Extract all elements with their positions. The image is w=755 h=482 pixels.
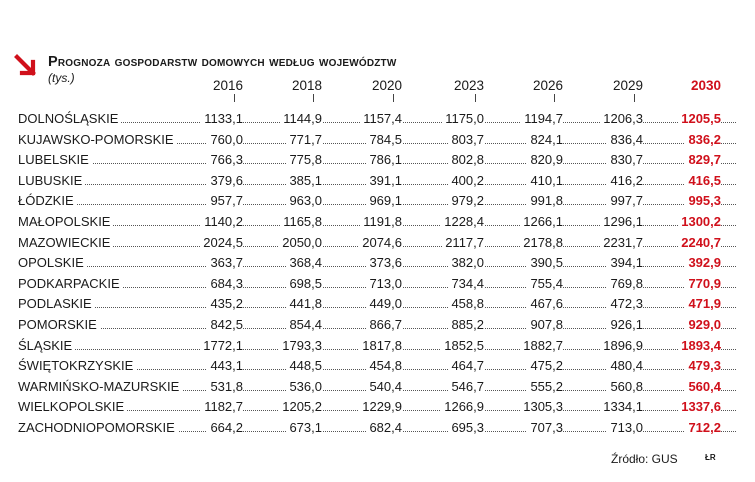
value-text: 394,1 <box>607 255 643 270</box>
value-cell-2026 <box>493 397 563 418</box>
value-cell-2016 <box>173 377 243 398</box>
value-cell-2018 <box>252 253 322 274</box>
value-text: 373,6 <box>366 255 402 270</box>
table-row <box>18 191 738 212</box>
value-cell-2016 <box>173 109 243 130</box>
value-text: 443,1 <box>207 358 243 373</box>
value-text: 997,7 <box>607 193 643 208</box>
value-text: 1206,3 <box>600 111 643 126</box>
value-text: 2074,6 <box>359 235 402 250</box>
value-cell-2018 <box>252 130 322 151</box>
value-cell-2026 <box>493 336 563 357</box>
value-cell-2020 <box>332 274 402 295</box>
value-cell-2026 <box>493 315 563 336</box>
value-text: 560,4 <box>685 379 721 394</box>
value-text: 1205,2 <box>279 399 322 414</box>
value-text: 1191,8 <box>360 214 402 229</box>
region-name: WARMIŃSKO-MAZURSKIE <box>18 377 182 398</box>
value-text: 379,6 <box>207 173 243 188</box>
value-text: 803,7 <box>448 132 484 147</box>
chart-title: Prognoza gospodarstw domowych według województw <box>48 54 397 70</box>
value-cell-2016 <box>173 212 243 233</box>
chart-unit: (tys.) <box>48 71 75 85</box>
value-cell-2016 <box>173 150 243 171</box>
value-cell-2030 <box>651 418 721 439</box>
value-text: 713,0 <box>607 420 643 435</box>
value-cell-2023 <box>414 233 484 254</box>
value-cell-2030 <box>651 356 721 377</box>
value-text: 1893,4 <box>678 338 721 353</box>
value-text: 969,1 <box>366 193 402 208</box>
value-cell-2030 <box>651 233 721 254</box>
table-row <box>18 274 738 295</box>
value-text: 391,1 <box>366 173 402 188</box>
value-text: 836,4 <box>607 132 643 147</box>
value-cell-2023 <box>414 212 484 233</box>
value-cell-2018 <box>252 397 322 418</box>
value-text: 2178,8 <box>520 235 563 250</box>
value-text: 1334,1 <box>600 399 643 414</box>
value-cell-2023 <box>414 315 484 336</box>
table-row <box>18 109 738 130</box>
value-text: 471,9 <box>685 296 721 311</box>
value-text: 1229,9 <box>359 399 402 414</box>
table-row <box>18 418 738 439</box>
region-name: DOLNOŚLĄSKIE <box>18 109 121 130</box>
value-text: 416,2 <box>607 173 643 188</box>
value-text: 963,0 <box>286 193 322 208</box>
value-cell-2016 <box>173 191 243 212</box>
value-cell-2018 <box>252 336 322 357</box>
value-text: 448,5 <box>286 358 322 373</box>
value-text: 713,0 <box>366 276 402 291</box>
value-text: 467,6 <box>527 296 563 311</box>
value-cell-2030 <box>651 315 721 336</box>
value-cell-2020 <box>332 253 402 274</box>
value-text: 734,4 <box>448 276 484 291</box>
table-row <box>18 130 738 151</box>
value-cell-2026 <box>493 191 563 212</box>
value-text: 435,2 <box>207 296 243 311</box>
value-text: 712,2 <box>685 420 721 435</box>
year-label-2020: 2020 <box>371 78 402 93</box>
value-cell-2023 <box>414 356 484 377</box>
value-text: 1817,8 <box>359 338 402 353</box>
value-text: 1140,2 <box>201 214 243 229</box>
value-cell-2018 <box>252 377 322 398</box>
value-text: 1228,4 <box>441 214 484 229</box>
value-cell-2020 <box>332 336 402 357</box>
value-cell-2020 <box>332 233 402 254</box>
table-row <box>18 150 738 171</box>
year-tick-2020 <box>393 94 394 102</box>
value-cell-2018 <box>252 150 322 171</box>
value-text: 1305,3 <box>520 399 563 414</box>
value-text: 2240,7 <box>678 235 721 250</box>
value-text: 540,4 <box>366 379 402 394</box>
value-cell-2020 <box>332 171 402 192</box>
value-text: 995,3 <box>685 193 721 208</box>
value-cell-2030 <box>651 274 721 295</box>
table-row <box>18 377 738 398</box>
region-name: OPOLSKIE <box>18 253 87 274</box>
value-cell-2016 <box>173 356 243 377</box>
value-text: 926,1 <box>607 317 643 332</box>
value-cell-2030 <box>651 253 721 274</box>
value-cell-2018 <box>252 191 322 212</box>
year-label-2018: 2018 <box>291 78 322 93</box>
value-text: 684,3 <box>207 276 243 291</box>
year-tick-2016 <box>234 94 235 102</box>
value-text: 1194,7 <box>521 111 563 126</box>
value-text: 449,0 <box>366 296 402 311</box>
value-cell-2020 <box>332 356 402 377</box>
value-text: 755,4 <box>527 276 563 291</box>
value-text: 560,8 <box>607 379 643 394</box>
value-text: 1266,9 <box>441 399 484 414</box>
value-text: 771,7 <box>286 132 322 147</box>
value-cell-2030 <box>651 171 721 192</box>
year-label-2023: 2023 <box>453 78 484 93</box>
value-text: 854,4 <box>286 317 322 332</box>
value-cell-2018 <box>252 212 322 233</box>
value-cell-2016 <box>173 171 243 192</box>
value-text: 1300,2 <box>678 214 721 229</box>
value-text: 2231,7 <box>600 235 643 250</box>
value-cell-2026 <box>493 150 563 171</box>
value-cell-2030 <box>651 130 721 151</box>
value-cell-2029 <box>573 253 643 274</box>
region-name: ŁÓDZKIE <box>18 191 77 212</box>
value-cell-2029 <box>573 315 643 336</box>
value-text: 1852,5 <box>441 338 484 353</box>
value-cell-2030 <box>651 336 721 357</box>
value-text: 786,1 <box>366 152 402 167</box>
value-text: 475,2 <box>527 358 563 373</box>
arrow-down-right-icon <box>14 54 38 78</box>
value-cell-2020 <box>332 294 402 315</box>
value-cell-2020 <box>332 130 402 151</box>
value-text: 385,1 <box>286 173 322 188</box>
value-cell-2026 <box>493 377 563 398</box>
value-text: 1157,4 <box>360 111 402 126</box>
value-text: 842,5 <box>207 317 243 332</box>
table-row <box>18 212 738 233</box>
region-name: LUBELSKIE <box>18 150 92 171</box>
value-text: 392,9 <box>685 255 721 270</box>
region-name: LUBUSKIE <box>18 171 85 192</box>
value-text: 531,8 <box>207 379 243 394</box>
value-text: 775,8 <box>286 152 322 167</box>
value-text: 472,3 <box>607 296 643 311</box>
region-name: MAZOWIECKIE <box>18 233 113 254</box>
value-cell-2020 <box>332 191 402 212</box>
value-text: 824,1 <box>527 132 563 147</box>
value-cell-2023 <box>414 397 484 418</box>
value-cell-2030 <box>651 109 721 130</box>
value-text: 820,9 <box>527 152 563 167</box>
value-cell-2029 <box>573 294 643 315</box>
value-text: 479,3 <box>685 358 721 373</box>
value-text: 929,0 <box>685 317 721 332</box>
value-cell-2029 <box>573 171 643 192</box>
value-text: 555,2 <box>527 379 563 394</box>
value-text: 829,7 <box>685 152 721 167</box>
value-cell-2016 <box>173 253 243 274</box>
value-cell-2023 <box>414 274 484 295</box>
value-cell-2029 <box>573 191 643 212</box>
value-cell-2016 <box>173 397 243 418</box>
value-cell-2030 <box>651 150 721 171</box>
value-cell-2030 <box>651 191 721 212</box>
value-cell-2029 <box>573 377 643 398</box>
value-text: 464,7 <box>448 358 484 373</box>
value-cell-2030 <box>651 294 721 315</box>
value-cell-2026 <box>493 212 563 233</box>
value-text: 363,7 <box>207 255 243 270</box>
value-text: 979,2 <box>448 193 484 208</box>
value-text: 866,7 <box>366 317 402 332</box>
value-cell-2026 <box>493 109 563 130</box>
value-cell-2029 <box>573 418 643 439</box>
value-cell-2020 <box>332 150 402 171</box>
value-cell-2018 <box>252 274 322 295</box>
value-text: 957,7 <box>207 193 243 208</box>
table-row <box>18 253 738 274</box>
value-text: 991,8 <box>527 193 563 208</box>
region-name: ŚWIĘTOKRZYSKIE <box>18 356 136 377</box>
value-cell-2016 <box>173 418 243 439</box>
value-text: 695,3 <box>448 420 484 435</box>
value-cell-2029 <box>573 109 643 130</box>
value-text: 2024,5 <box>200 235 243 250</box>
year-label-2030: 2030 <box>690 78 721 93</box>
value-cell-2026 <box>493 356 563 377</box>
value-text: 784,5 <box>366 132 402 147</box>
year-label-2029: 2029 <box>612 78 643 93</box>
table-row <box>18 315 738 336</box>
value-text: 673,1 <box>286 420 322 435</box>
year-header-row <box>0 78 755 108</box>
region-name: MAŁOPOLSKIE <box>18 212 113 233</box>
value-text: 536,0 <box>286 379 322 394</box>
data-table <box>18 109 738 439</box>
value-cell-2030 <box>651 212 721 233</box>
value-cell-2026 <box>493 130 563 151</box>
value-cell-2016 <box>173 315 243 336</box>
region-name: WIELKOPOLSKIE <box>18 397 127 418</box>
value-cell-2018 <box>252 233 322 254</box>
value-text: 1896,9 <box>600 338 643 353</box>
value-cell-2023 <box>414 377 484 398</box>
region-name: ZACHODNIOPOMORSKIE <box>18 418 178 439</box>
value-cell-2026 <box>493 171 563 192</box>
value-text: 368,4 <box>286 255 322 270</box>
value-text: 480,4 <box>607 358 643 373</box>
value-cell-2016 <box>173 294 243 315</box>
year-tick-2018 <box>313 94 314 102</box>
value-cell-2018 <box>252 315 322 336</box>
value-cell-2018 <box>252 294 322 315</box>
value-text: 458,8 <box>448 296 484 311</box>
value-cell-2029 <box>573 356 643 377</box>
table-row <box>18 397 738 418</box>
region-name: ŚLĄSKIE <box>18 336 75 357</box>
value-cell-2016 <box>173 233 243 254</box>
value-cell-2023 <box>414 130 484 151</box>
value-cell-2020 <box>332 397 402 418</box>
value-cell-2030 <box>651 377 721 398</box>
table-row <box>18 356 738 377</box>
value-cell-2018 <box>252 356 322 377</box>
value-cell-2023 <box>414 336 484 357</box>
value-cell-2029 <box>573 274 643 295</box>
value-text: 1133,1 <box>201 111 243 126</box>
value-cell-2020 <box>332 418 402 439</box>
value-cell-2020 <box>332 212 402 233</box>
value-text: 1175,0 <box>442 111 484 126</box>
value-text: 400,2 <box>448 173 484 188</box>
value-text: 830,7 <box>607 152 643 167</box>
value-cell-2026 <box>493 418 563 439</box>
value-text: 885,2 <box>448 317 484 332</box>
value-text: 382,0 <box>448 255 484 270</box>
value-cell-2029 <box>573 212 643 233</box>
value-text: 707,3 <box>527 420 563 435</box>
author-signature: ŁR <box>705 453 716 462</box>
value-cell-2020 <box>332 315 402 336</box>
value-text: 907,8 <box>527 317 563 332</box>
value-cell-2018 <box>252 418 322 439</box>
value-cell-2018 <box>252 109 322 130</box>
value-text: 802,8 <box>448 152 484 167</box>
value-cell-2026 <box>493 233 563 254</box>
value-cell-2020 <box>332 377 402 398</box>
value-cell-2018 <box>252 171 322 192</box>
value-cell-2023 <box>414 109 484 130</box>
value-text: 2117,7 <box>442 235 484 250</box>
value-text: 682,4 <box>366 420 402 435</box>
value-text: 1144,9 <box>280 111 322 126</box>
value-text: 416,5 <box>685 173 721 188</box>
value-cell-2029 <box>573 130 643 151</box>
value-text: 410,1 <box>527 173 563 188</box>
value-text: 698,5 <box>286 276 322 291</box>
value-cell-2023 <box>414 171 484 192</box>
value-text: 769,8 <box>607 276 643 291</box>
value-text: 664,2 <box>207 420 243 435</box>
value-text: 1296,1 <box>600 214 643 229</box>
value-text: 760,0 <box>207 132 243 147</box>
value-text: 770,9 <box>685 276 721 291</box>
value-cell-2026 <box>493 274 563 295</box>
year-label-2026: 2026 <box>532 78 563 93</box>
value-text: 1266,1 <box>520 214 563 229</box>
value-cell-2016 <box>173 336 243 357</box>
value-text: 1793,3 <box>279 338 322 353</box>
region-name: PODKARPACKIE <box>18 274 123 295</box>
table-row <box>18 233 738 254</box>
value-text: 1337,6 <box>678 399 721 414</box>
value-cell-2020 <box>332 109 402 130</box>
table-row <box>18 294 738 315</box>
value-cell-2023 <box>414 191 484 212</box>
year-tick-2023 <box>475 94 476 102</box>
region-name: PODLASKIE <box>18 294 95 315</box>
value-text: 546,7 <box>448 379 484 394</box>
source-note: Źródło: GUS <box>611 452 678 466</box>
region-name: POMORSKIE <box>18 315 100 336</box>
value-cell-2029 <box>573 336 643 357</box>
value-cell-2029 <box>573 233 643 254</box>
value-cell-2026 <box>493 253 563 274</box>
value-text: 1165,8 <box>280 214 322 229</box>
value-cell-2030 <box>651 397 721 418</box>
value-cell-2016 <box>173 130 243 151</box>
value-text: 766,3 <box>207 152 243 167</box>
value-text: 1182,7 <box>201 399 243 414</box>
value-text: 1772,1 <box>200 338 243 353</box>
value-cell-2029 <box>573 150 643 171</box>
year-tick-2026 <box>554 94 555 102</box>
value-cell-2023 <box>414 150 484 171</box>
value-text: 441,8 <box>286 296 322 311</box>
value-text: 390,5 <box>527 255 563 270</box>
table-row <box>18 171 738 192</box>
year-tick-2029 <box>634 94 635 102</box>
table-row <box>18 336 738 357</box>
value-cell-2029 <box>573 397 643 418</box>
value-cell-2026 <box>493 294 563 315</box>
region-name: KUJAWSKO-POMORSKIE <box>18 130 177 151</box>
value-text: 2050,0 <box>279 235 322 250</box>
value-cell-2023 <box>414 418 484 439</box>
value-text: 454,8 <box>366 358 402 373</box>
value-text: 1205,5 <box>678 111 721 126</box>
year-label-2016: 2016 <box>212 78 243 93</box>
value-text: 836,2 <box>685 132 721 147</box>
value-cell-2023 <box>414 253 484 274</box>
value-text: 1882,7 <box>520 338 563 353</box>
value-cell-2023 <box>414 294 484 315</box>
value-cell-2016 <box>173 274 243 295</box>
